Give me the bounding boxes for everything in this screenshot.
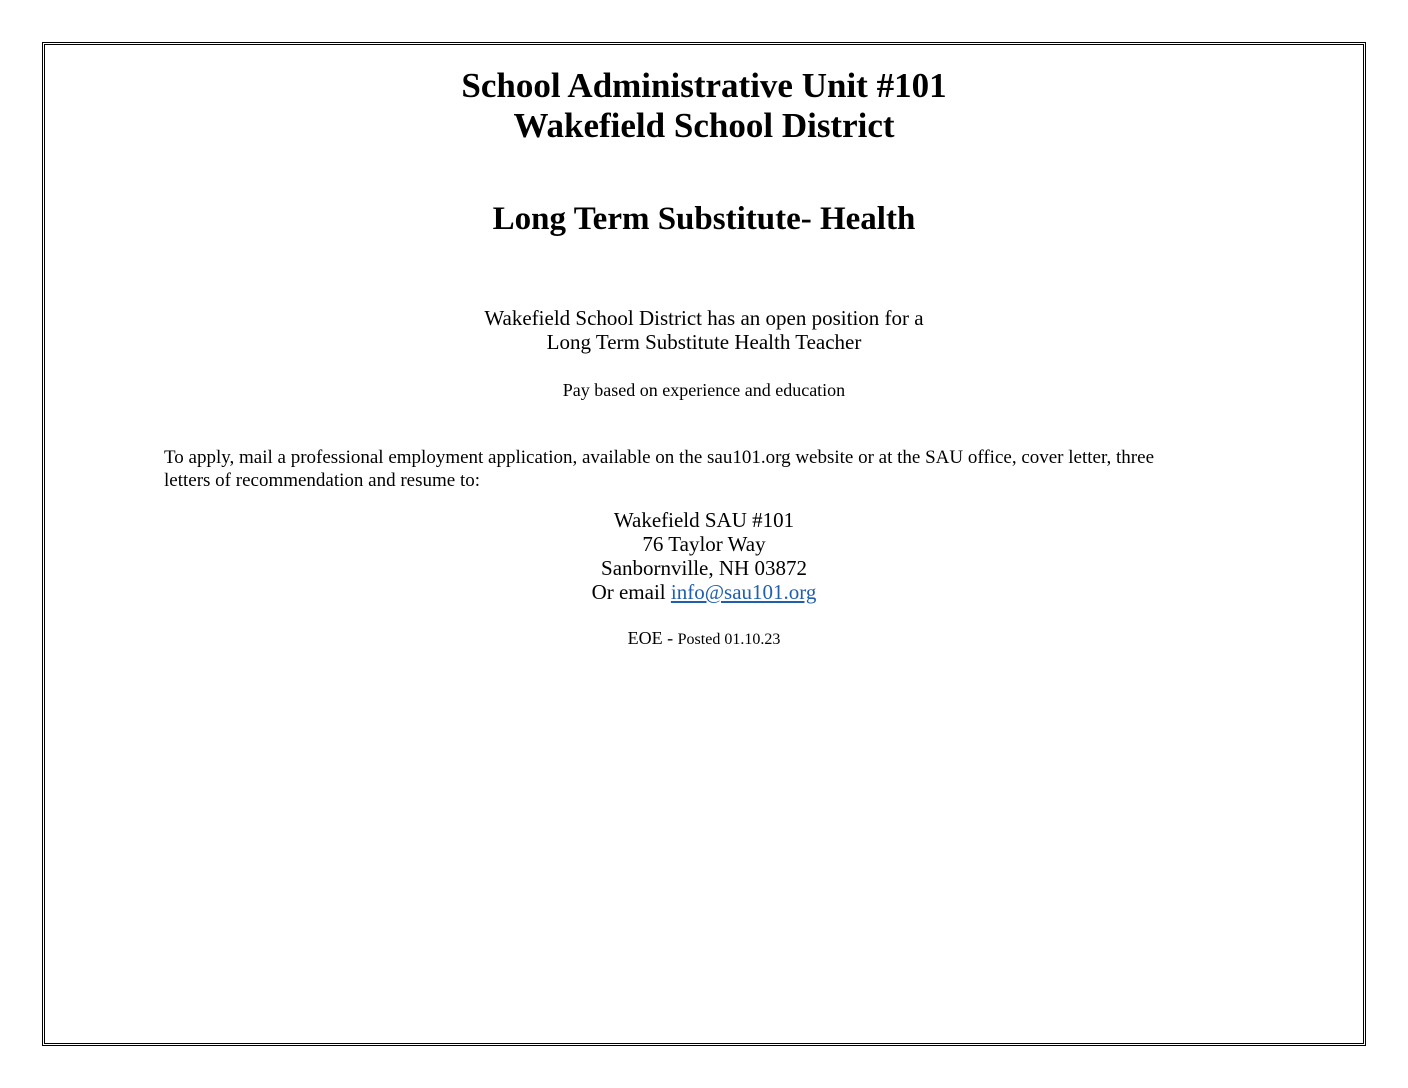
header-line-2: Wakefield School District (513, 106, 895, 145)
intro-line-1: Wakefield School District has an open position for a (484, 306, 924, 330)
footer-line (0, 627, 1408, 651)
pay-note: Pay based on experience and education (562, 380, 846, 400)
apply-instructions (164, 446, 1204, 492)
email-link[interactable]: info@sau101.org (670, 580, 817, 604)
mailing-address (0, 508, 1408, 604)
apply-line-1: To apply, mail a professional employment application, available on the sau101.org website or at the SAU office, cover letter, three (164, 447, 1155, 468)
email-prefix: Or email (591, 580, 666, 604)
address-street: 76 Taylor Way (642, 532, 766, 556)
apply-line-2: letters of recommendation and resume to: (164, 470, 481, 491)
eoe-label: EOE - (627, 628, 674, 648)
email-line (0, 580, 1408, 604)
header-title (0, 66, 1408, 146)
position-title: Long Term Substitute- Health (492, 201, 916, 237)
header-line-1: School Administrative Unit #101 (461, 66, 947, 105)
intro-line-2: Long Term Substitute Health Teacher (546, 330, 862, 354)
address-name: Wakefield SAU #101 (613, 508, 795, 532)
posted-date: Posted 01.10.23 (677, 631, 781, 648)
intro-text (0, 306, 1408, 354)
address-city: Sanbornville, NH 03872 (601, 556, 807, 580)
